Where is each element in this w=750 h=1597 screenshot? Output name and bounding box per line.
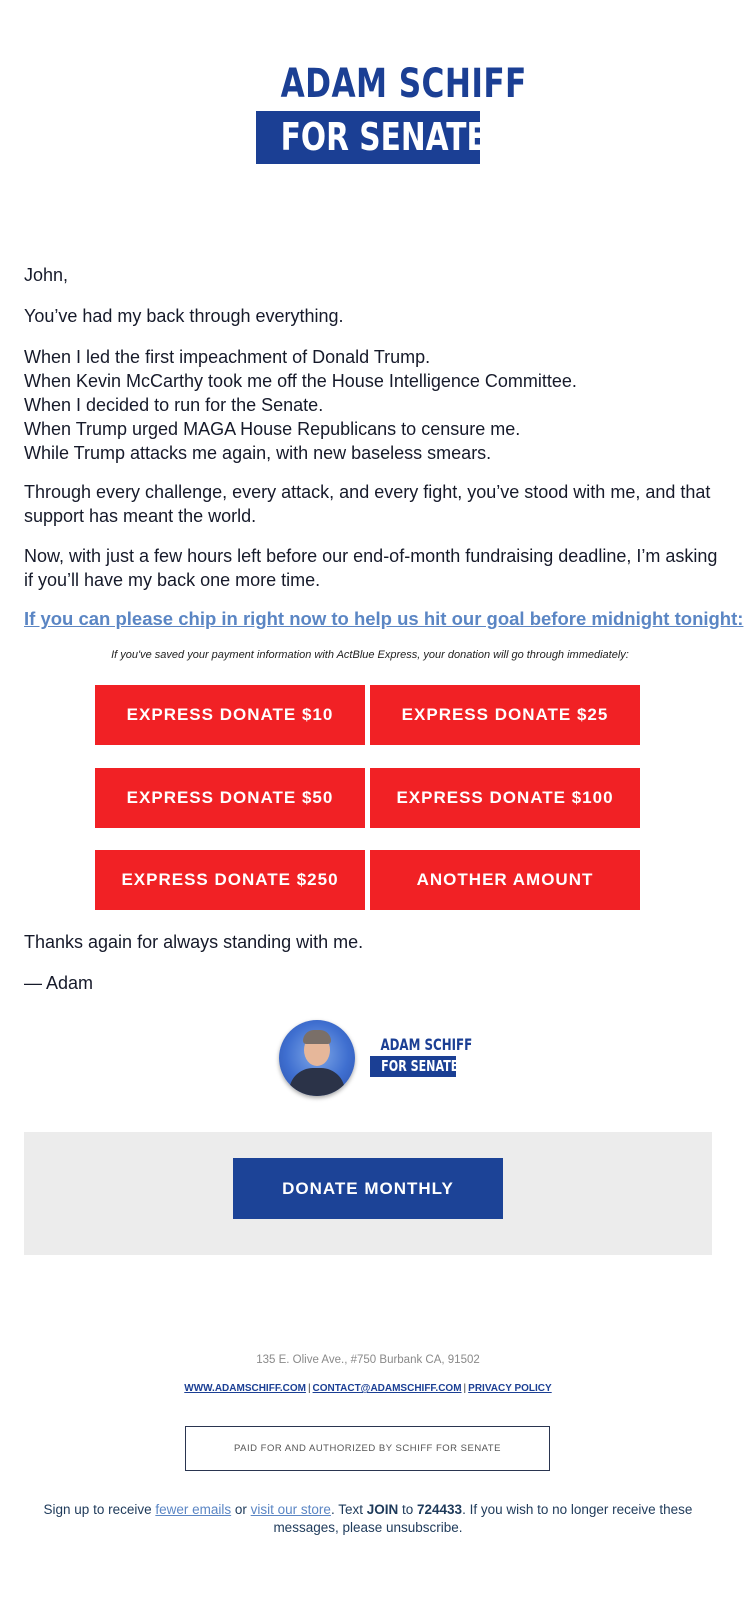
signature-block bbox=[279, 1020, 473, 1098]
paid-for-text: PAID FOR AND AUTHORIZED BY SCHIFF FOR SENATE bbox=[234, 1443, 501, 1454]
list-item: When Trump urged MAGA House Republicans to censure me. bbox=[24, 419, 521, 439]
sms-shortcode: 724433 bbox=[417, 1502, 463, 1517]
impeachment-list bbox=[24, 345, 724, 465]
signature-logo-box bbox=[370, 1056, 459, 1077]
express-donate-10-button[interactable]: EXPRESS DONATE $10 bbox=[95, 685, 365, 745]
fewer-emails-link[interactable]: fewer emails bbox=[155, 1502, 232, 1517]
list-item: When I led the first impeachment of Donald Trump. bbox=[24, 347, 431, 367]
link-separator: | bbox=[307, 1383, 311, 1394]
logo-box bbox=[256, 111, 487, 164]
signature-logo bbox=[369, 1035, 473, 1078]
express-donate-250-button[interactable]: EXPRESS DONATE $250 bbox=[95, 850, 365, 910]
paragraph-3: Through every challenge, every attack, and every fight, you’ve stood with me, and that support has meant the world. bbox=[24, 482, 711, 526]
paragraph-4: Now, with just a few hours left before our end-of-month fundraising deadline, I’m asking if you’ll have my back one more time. bbox=[24, 546, 718, 590]
donate-monthly-button[interactable]: DONATE MONTHLY bbox=[233, 1158, 503, 1219]
greeting: John, bbox=[24, 265, 69, 285]
express-donate-100-button[interactable]: EXPRESS DONATE $100 bbox=[370, 768, 640, 828]
website-link[interactable]: WWW.ADAMSCHIFF.COM bbox=[184, 1383, 306, 1394]
avatar bbox=[279, 1020, 355, 1096]
monthly-donation-panel bbox=[24, 1132, 712, 1255]
footer-links bbox=[0, 1383, 736, 1394]
link-separator: | bbox=[463, 1383, 467, 1394]
signup-text: Sign up to receive fewer emails or visit our store. Text JOIN to 724433. If you wish to no longer receive these messages, please unsubscribe. bbox=[43, 1502, 693, 1535]
footer-address: 135 E. Olive Ave., #750 Burbank CA, 91502 bbox=[256, 1354, 480, 1366]
express-donate-25-button[interactable]: EXPRESS DONATE $25 bbox=[370, 685, 640, 745]
another-amount-button[interactable]: ANOTHER AMOUNT bbox=[370, 850, 640, 910]
logo-name: ADAM SCHIFF bbox=[280, 61, 527, 107]
contact-email-link[interactable]: CONTACT@ADAMSCHIFF.COM bbox=[312, 1383, 462, 1394]
paid-for-disclaimer bbox=[185, 1426, 550, 1471]
signature-logo-box-text: FOR SENATE bbox=[381, 1057, 459, 1075]
sms-keyword: JOIN bbox=[366, 1502, 399, 1517]
signature-logo-name: ADAM SCHIFF bbox=[380, 1035, 473, 1054]
visit-store-link[interactable]: visit our store bbox=[250, 1502, 331, 1517]
list-item: While Trump attacks me again, with new baseless smears. bbox=[24, 443, 492, 463]
logo-box-text: FOR SENATE bbox=[280, 115, 487, 159]
privacy-policy-link[interactable]: PRIVACY POLICY bbox=[468, 1383, 552, 1394]
list-item: When Kevin McCarthy took me off the House Intelligence Committee. bbox=[24, 371, 577, 391]
actblue-express-note: If you've saved your payment information with ActBlue Express, your donation will go through immediately: bbox=[111, 649, 629, 661]
express-donate-50-button[interactable]: EXPRESS DONATE $50 bbox=[95, 768, 365, 828]
paragraph-1: You’ve had my back through everything. bbox=[24, 306, 344, 326]
thanks-text: Thanks again for always standing with me. bbox=[24, 932, 364, 952]
signoff: — Adam bbox=[24, 973, 94, 993]
chip-in-link[interactable]: If you can please chip in right now to help us hit our goal before midnight tonight: bbox=[24, 608, 744, 629]
list-item: When I decided to run for the Senate. bbox=[24, 395, 324, 415]
header-logo bbox=[256, 61, 527, 164]
